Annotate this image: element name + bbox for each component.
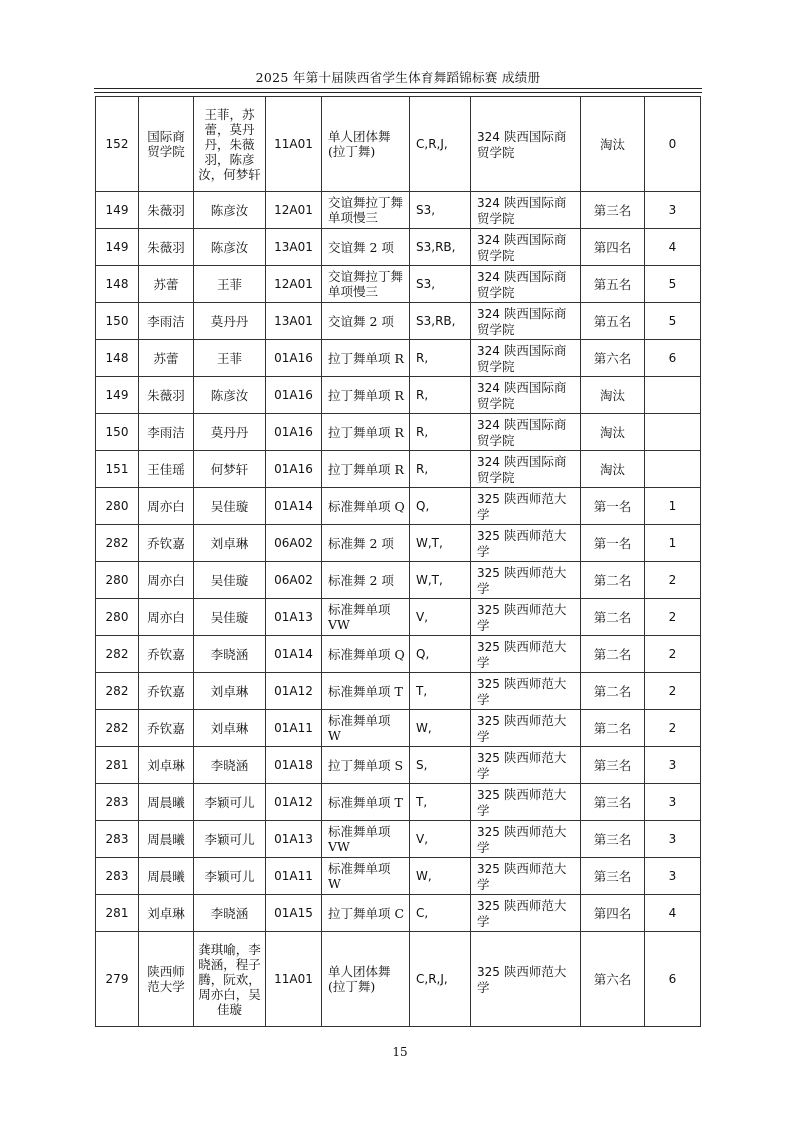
- cell-event-name: 标准舞单项 T: [322, 784, 410, 821]
- cell-dances: C,R,J,: [410, 97, 471, 192]
- team-number: 324: [477, 380, 500, 395]
- cell-score: 5: [645, 266, 701, 303]
- table-row: [96, 895, 701, 932]
- cell-event-name: 标准舞单项 W: [322, 710, 410, 747]
- cell-score: 1: [645, 525, 701, 562]
- cell-score: 2: [645, 599, 701, 636]
- cell-dances: S3,RB,: [410, 229, 471, 266]
- cell-team: [471, 451, 581, 488]
- table-row: [96, 710, 701, 747]
- cell-athlete-1: 周亦白: [139, 488, 194, 525]
- cell-athlete-2: 李晓涵: [194, 636, 266, 673]
- cell-team: [471, 636, 581, 673]
- cell-rank: 第四名: [581, 895, 645, 932]
- cell-dances: S3,RB,: [410, 303, 471, 340]
- team-name: 陕西师范大学: [477, 963, 567, 995]
- cell-athlete-1: 周晨曦: [139, 821, 194, 858]
- team-number: 324: [477, 417, 500, 432]
- cell-event-name: 标准舞 2 项: [322, 562, 410, 599]
- team-name: 陕西国际商贸学院: [477, 305, 567, 337]
- cell-team: [471, 932, 581, 1027]
- cell-number: 150: [96, 414, 139, 451]
- cell-event-code: 06A02: [266, 562, 322, 599]
- cell-athlete-1: 苏蕾: [139, 340, 194, 377]
- cell-event-name: 交谊舞拉丁舞单项慢三: [322, 192, 410, 229]
- team-number: 325: [477, 713, 500, 728]
- cell-event-name: 单人团体舞(拉丁舞): [322, 932, 410, 1027]
- cell-athlete-1: 苏蕾: [139, 266, 194, 303]
- cell-dances: C,R,J,: [410, 932, 471, 1027]
- team-name: 陕西国际商贸学院: [477, 453, 567, 485]
- document-header: 2025 年第十届陕西省学生体育舞蹈锦标赛 成绩册: [255, 70, 541, 85]
- results-body: [96, 97, 701, 1027]
- cell-team: [471, 562, 581, 599]
- cell-athlete-1: 乔钦嘉: [139, 710, 194, 747]
- cell-team: [471, 303, 581, 340]
- cell-athlete-1: 国际商贸学院: [139, 97, 194, 192]
- cell-team: [471, 488, 581, 525]
- cell-athlete-2: 陈彦汝: [194, 377, 266, 414]
- table-row: [96, 340, 701, 377]
- cell-rank: 淘汰: [581, 451, 645, 488]
- team-name: 陕西国际商贸学院: [477, 342, 567, 374]
- cell-athlete-2: 王菲: [194, 340, 266, 377]
- cell-score: 3: [645, 858, 701, 895]
- table-row: [96, 97, 701, 192]
- table-row: [96, 192, 701, 229]
- cell-dances: W,: [410, 858, 471, 895]
- team-name: 陕西国际商贸学院: [477, 231, 567, 263]
- cell-number: 280: [96, 599, 139, 636]
- team-number: 325: [477, 861, 500, 876]
- team-name: 陕西师范大学: [477, 638, 567, 670]
- cell-team: [471, 97, 581, 192]
- team-number: 325: [477, 787, 500, 802]
- cell-dances: T,: [410, 784, 471, 821]
- cell-team: [471, 266, 581, 303]
- team-number: 325: [477, 639, 500, 654]
- cell-event-name: 标准舞单项 Q: [322, 488, 410, 525]
- team-name: 陕西师范大学: [477, 564, 567, 596]
- cell-team: [471, 377, 581, 414]
- cell-event-code: 01A16: [266, 451, 322, 488]
- cell-athlete-2: 刘卓琳: [194, 525, 266, 562]
- cell-event-name: 标准舞单项 VW: [322, 821, 410, 858]
- table-row: [96, 932, 701, 1027]
- cell-number: 149: [96, 229, 139, 266]
- cell-event-code: 12A01: [266, 192, 322, 229]
- cell-event-code: 01A18: [266, 747, 322, 784]
- cell-athlete-2: 莫丹丹: [194, 414, 266, 451]
- cell-team: [471, 895, 581, 932]
- cell-event-code: 01A14: [266, 488, 322, 525]
- cell-dances: S3,: [410, 266, 471, 303]
- table-row: [96, 858, 701, 895]
- cell-event-code: 12A01: [266, 266, 322, 303]
- team-number: 324: [477, 454, 500, 469]
- team-name: 陕西师范大学: [477, 601, 567, 633]
- cell-rank: 淘汰: [581, 377, 645, 414]
- cell-event-name: 拉丁舞单项 R: [322, 340, 410, 377]
- cell-team: [471, 747, 581, 784]
- cell-dances: S3,: [410, 192, 471, 229]
- team-name: 陕西师范大学: [477, 749, 567, 781]
- cell-event-name: 交谊舞拉丁舞单项慢三: [322, 266, 410, 303]
- cell-athlete-2: 李晓涵: [194, 895, 266, 932]
- cell-rank: 第三名: [581, 747, 645, 784]
- cell-rank: 淘汰: [581, 97, 645, 192]
- cell-number: 281: [96, 747, 139, 784]
- cell-dances: V,: [410, 821, 471, 858]
- cell-event-name: 标准舞单项 W: [322, 858, 410, 895]
- cell-team: [471, 858, 581, 895]
- cell-number: 148: [96, 266, 139, 303]
- cell-event-name: 拉丁舞单项 R: [322, 414, 410, 451]
- cell-dances: Q,: [410, 636, 471, 673]
- cell-team: [471, 525, 581, 562]
- cell-athlete-2: 李颖可儿: [194, 821, 266, 858]
- cell-athlete-1: 刘卓琳: [139, 747, 194, 784]
- team-number: 325: [477, 528, 500, 543]
- cell-score: 6: [645, 340, 701, 377]
- cell-dances: W,T,: [410, 525, 471, 562]
- cell-team: [471, 784, 581, 821]
- table-row: [96, 303, 701, 340]
- cell-athlete-2: 吴佳璇: [194, 562, 266, 599]
- team-number: 325: [477, 676, 500, 691]
- table-row: [96, 266, 701, 303]
- cell-athlete-2: 王菲: [194, 266, 266, 303]
- cell-dances: Q,: [410, 488, 471, 525]
- cell-score: 1: [645, 488, 701, 525]
- team-number: 325: [477, 964, 500, 979]
- cell-athlete-1: 陕西师范大学: [139, 932, 194, 1027]
- cell-rank: 第二名: [581, 710, 645, 747]
- cell-rank: 第一名: [581, 525, 645, 562]
- team-name: 陕西师范大学: [477, 897, 567, 929]
- cell-dances: S,: [410, 747, 471, 784]
- cell-score: [645, 451, 701, 488]
- cell-rank: 第二名: [581, 562, 645, 599]
- team-name: 陕西师范大学: [477, 527, 567, 559]
- cell-athlete-2: 吴佳璇: [194, 488, 266, 525]
- cell-score: 4: [645, 895, 701, 932]
- cell-athlete-1: 刘卓琳: [139, 895, 194, 932]
- cell-number: 283: [96, 858, 139, 895]
- cell-athlete-2: 李颖可儿: [194, 858, 266, 895]
- cell-athlete-1: 乔钦嘉: [139, 673, 194, 710]
- cell-score: 3: [645, 821, 701, 858]
- cell-number: 152: [96, 97, 139, 192]
- cell-rank: 第三名: [581, 821, 645, 858]
- cell-dances: R,: [410, 377, 471, 414]
- cell-event-code: 01A14: [266, 636, 322, 673]
- cell-event-name: 标准舞单项 VW: [322, 599, 410, 636]
- cell-rank: 第三名: [581, 858, 645, 895]
- cell-dances: V,: [410, 599, 471, 636]
- cell-rank: 第五名: [581, 266, 645, 303]
- cell-number: 149: [96, 377, 139, 414]
- table-row: [96, 599, 701, 636]
- cell-event-name: 拉丁舞单项 S: [322, 747, 410, 784]
- cell-event-code: 01A13: [266, 599, 322, 636]
- cell-rank: 第五名: [581, 303, 645, 340]
- cell-athlete-1: 周晨曦: [139, 858, 194, 895]
- cell-rank: 第四名: [581, 229, 645, 266]
- cell-event-name: 交谊舞 2 项: [322, 303, 410, 340]
- cell-athlete-2: 李晓涵: [194, 747, 266, 784]
- table-row: [96, 488, 701, 525]
- cell-athlete-2: 李颖可儿: [194, 784, 266, 821]
- cell-team: [471, 710, 581, 747]
- cell-event-name: 拉丁舞单项 R: [322, 377, 410, 414]
- team-name: 陕西国际商贸学院: [477, 379, 567, 411]
- team-number: 325: [477, 750, 500, 765]
- cell-score: 0: [645, 97, 701, 192]
- cell-number: 282: [96, 710, 139, 747]
- table-row: [96, 821, 701, 858]
- cell-event-code: 01A11: [266, 710, 322, 747]
- cell-team: [471, 673, 581, 710]
- cell-score: 4: [645, 229, 701, 266]
- cell-event-name: 拉丁舞单项 C: [322, 895, 410, 932]
- cell-rank: 第六名: [581, 340, 645, 377]
- cell-event-code: 01A12: [266, 784, 322, 821]
- team-number: 325: [477, 491, 500, 506]
- table-row: [96, 784, 701, 821]
- table-row: [96, 636, 701, 673]
- team-name: 陕西师范大学: [477, 860, 567, 892]
- cell-rank: 第三名: [581, 784, 645, 821]
- cell-athlete-1: 李雨洁: [139, 414, 194, 451]
- table-row: [96, 525, 701, 562]
- team-number: 325: [477, 824, 500, 839]
- cell-event-code: 01A16: [266, 340, 322, 377]
- table-row: [96, 451, 701, 488]
- cell-athlete-2: 陈彦汝: [194, 229, 266, 266]
- cell-number: 283: [96, 784, 139, 821]
- cell-athlete-1: 乔钦嘉: [139, 525, 194, 562]
- cell-number: 280: [96, 562, 139, 599]
- cell-score: 3: [645, 784, 701, 821]
- team-name: 陕西国际商贸学院: [477, 268, 567, 300]
- cell-number: 148: [96, 340, 139, 377]
- cell-dances: T,: [410, 673, 471, 710]
- team-name: 陕西师范大学: [477, 786, 567, 818]
- cell-athlete-2: 陈彦汝: [194, 192, 266, 229]
- cell-event-code: 01A16: [266, 414, 322, 451]
- team-name: 陕西师范大学: [477, 823, 567, 855]
- cell-event-code: 13A01: [266, 229, 322, 266]
- cell-event-name: 标准舞单项 T: [322, 673, 410, 710]
- team-number: 324: [477, 232, 500, 247]
- header-rule-thick: [94, 88, 702, 89]
- cell-athlete-1: 李雨洁: [139, 303, 194, 340]
- cell-dances: W,: [410, 710, 471, 747]
- team-name: 陕西师范大学: [477, 675, 567, 707]
- cell-rank: 第六名: [581, 932, 645, 1027]
- cell-rank: 第三名: [581, 192, 645, 229]
- team-number: 324: [477, 269, 500, 284]
- cell-number: 150: [96, 303, 139, 340]
- table-row: [96, 414, 701, 451]
- cell-score: 5: [645, 303, 701, 340]
- cell-number: 149: [96, 192, 139, 229]
- cell-event-code: 01A12: [266, 673, 322, 710]
- team-name: 陕西国际商贸学院: [477, 416, 567, 448]
- cell-team: [471, 192, 581, 229]
- cell-athlete-1: 乔钦嘉: [139, 636, 194, 673]
- team-number: 325: [477, 565, 500, 580]
- table-row: [96, 673, 701, 710]
- results-table: [95, 96, 701, 1027]
- cell-dances: W,T,: [410, 562, 471, 599]
- cell-dances: R,: [410, 451, 471, 488]
- cell-score: [645, 377, 701, 414]
- cell-rank: 第二名: [581, 599, 645, 636]
- table-row: [96, 229, 701, 266]
- cell-athlete-1: 周晨曦: [139, 784, 194, 821]
- cell-number: 282: [96, 636, 139, 673]
- cell-event-code: 11A01: [266, 97, 322, 192]
- page-number: 15: [392, 1045, 408, 1059]
- cell-event-code: 01A11: [266, 858, 322, 895]
- cell-score: 3: [645, 192, 701, 229]
- cell-event-code: 01A13: [266, 821, 322, 858]
- cell-dances: R,: [410, 414, 471, 451]
- cell-event-name: 标准舞单项 Q: [322, 636, 410, 673]
- cell-number: 279: [96, 932, 139, 1027]
- cell-event-code: 01A15: [266, 895, 322, 932]
- team-name: 陕西国际商贸学院: [477, 194, 567, 226]
- table-row: [96, 377, 701, 414]
- team-number: 324: [477, 195, 500, 210]
- cell-athlete-1: 周亦白: [139, 562, 194, 599]
- cell-dances: R,: [410, 340, 471, 377]
- cell-event-name: 单人团体舞(拉丁舞): [322, 97, 410, 192]
- cell-number: 283: [96, 821, 139, 858]
- cell-athlete-1: 朱薇羽: [139, 192, 194, 229]
- cell-score: 2: [645, 673, 701, 710]
- cell-athlete-2: 吴佳璇: [194, 599, 266, 636]
- cell-athlete-2: 刘卓琳: [194, 673, 266, 710]
- cell-rank: 淘汰: [581, 414, 645, 451]
- cell-athlete-2: 刘卓琳: [194, 710, 266, 747]
- cell-athlete-2: 王菲，苏蕾，莫丹丹，朱薇羽，陈彦汝，何梦轩: [194, 97, 266, 192]
- cell-number: 281: [96, 895, 139, 932]
- team-number: 325: [477, 602, 500, 617]
- cell-athlete-1: 王佳瑶: [139, 451, 194, 488]
- cell-event-code: 06A02: [266, 525, 322, 562]
- cell-event-name: 拉丁舞单项 R: [322, 451, 410, 488]
- cell-athlete-1: 朱薇羽: [139, 229, 194, 266]
- cell-athlete-2: 莫丹丹: [194, 303, 266, 340]
- team-number: 324: [477, 306, 500, 321]
- cell-team: [471, 821, 581, 858]
- header-rule-thin: [94, 92, 702, 93]
- table-row: [96, 747, 701, 784]
- cell-event-code: 01A16: [266, 377, 322, 414]
- cell-number: 151: [96, 451, 139, 488]
- cell-event-name: 交谊舞 2 项: [322, 229, 410, 266]
- cell-number: 282: [96, 673, 139, 710]
- cell-score: 6: [645, 932, 701, 1027]
- cell-team: [471, 599, 581, 636]
- cell-score: [645, 414, 701, 451]
- cell-team: [471, 229, 581, 266]
- cell-rank: 第一名: [581, 488, 645, 525]
- team-number: 325: [477, 898, 500, 913]
- cell-team: [471, 340, 581, 377]
- cell-score: 2: [645, 636, 701, 673]
- cell-number: 282: [96, 525, 139, 562]
- team-name: 陕西师范大学: [477, 712, 567, 744]
- cell-athlete-2: 何梦轩: [194, 451, 266, 488]
- cell-dances: C,: [410, 895, 471, 932]
- team-number: 324: [477, 343, 500, 358]
- table-row: [96, 562, 701, 599]
- cell-event-code: 11A01: [266, 932, 322, 1027]
- cell-athlete-1: 周亦白: [139, 599, 194, 636]
- team-number: 324: [477, 129, 500, 144]
- cell-number: 280: [96, 488, 139, 525]
- team-name: 陕西国际商贸学院: [477, 128, 567, 160]
- cell-event-name: 标准舞 2 项: [322, 525, 410, 562]
- cell-team: [471, 414, 581, 451]
- cell-rank: 第二名: [581, 636, 645, 673]
- cell-athlete-1: 朱薇羽: [139, 377, 194, 414]
- team-name: 陕西师范大学: [477, 490, 567, 522]
- cell-athlete-2: 龚琪喻，李晓涵，程子腾，阮欢，周亦白，吴佳璇: [194, 932, 266, 1027]
- cell-rank: 第二名: [581, 673, 645, 710]
- cell-score: 3: [645, 747, 701, 784]
- cell-event-code: 13A01: [266, 303, 322, 340]
- cell-score: 2: [645, 562, 701, 599]
- cell-score: 2: [645, 710, 701, 747]
